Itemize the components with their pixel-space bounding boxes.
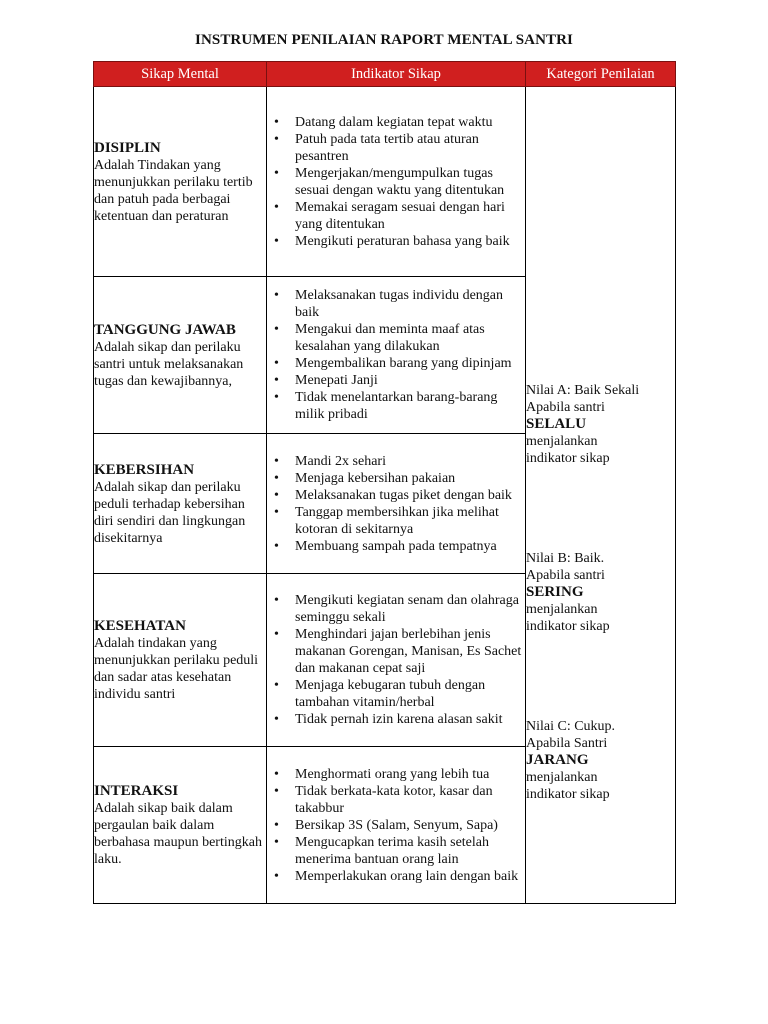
sikap-name: DISIPLIN <box>94 139 161 156</box>
indicator-item: • Menghormati orang yang lebih tua <box>267 766 525 783</box>
kategori-nilai: Nilai A: Baik Sekali <box>526 383 640 398</box>
kategori-frequency: SELALU <box>526 416 587 432</box>
kategori-indikator: indikator sikap <box>526 787 610 802</box>
indicator-item: • Tidak berkata-kata kotor, kasar dan takabbur <box>267 783 525 817</box>
indicator-list <box>267 766 525 885</box>
sikap-name: TANGGUNG JAWAB <box>94 321 236 338</box>
header-sikap-mental: Sikap Mental <box>94 62 267 87</box>
kategori-frequency: SERING <box>526 584 584 600</box>
indicator-item: • Mengerjakan/mengumpulkan tugas sesuai dengan waktu yang ditentukan <box>267 165 525 199</box>
page-title: INSTRUMEN PENILAIAN RAPORT MENTAL SANTRI <box>195 32 573 48</box>
indicator-item: • Tanggap membersihkan jika melihat kotoran di sekitarnya <box>267 504 525 538</box>
indicator-item: • Bersikap 3S (Salam, Senyum, Sapa) <box>267 817 525 834</box>
indicator-item: • Memakai seragam sesuai dengan hari yang ditentukan <box>267 199 525 233</box>
sikap-cell <box>94 277 267 434</box>
kategori-indikator: indikator sikap <box>526 451 610 466</box>
indicator-item: • Mengikuti kegiatan senam dan olahraga seminggu sekali <box>267 592 525 626</box>
indicator-item: • Mengikuti peraturan bahasa yang baik <box>267 233 525 250</box>
indicator-item: • Menjaga kebugaran tubuh dengan tambahan vitamin/herbal <box>267 677 525 711</box>
header-kategori-penilaian: Kategori Penilaian <box>526 62 676 87</box>
kategori-nilai: Nilai C: Cukup. <box>526 719 616 734</box>
indicator-list <box>267 592 525 728</box>
indicator-item: • Melaksanakan tugas individu dengan baik <box>267 287 525 321</box>
indicator-item: • Patuh pada tata tertib atau aturan pesantren <box>267 131 525 165</box>
sikap-name: KEBERSIHAN <box>94 461 195 478</box>
kategori-apabila: Apabila santri <box>526 568 605 583</box>
table-row-disiplin <box>94 87 676 277</box>
header-indikator-sikap: Indikator Sikap <box>267 62 526 87</box>
kategori-menjalankan: menjalankan <box>526 770 598 785</box>
indikator-cell <box>267 574 526 747</box>
indicator-item: • Mengucapkan terima kasih setelah menerima bantuan orang lain <box>267 834 525 868</box>
table-header-row <box>94 62 676 87</box>
indicator-list <box>267 453 525 555</box>
kategori-block-b <box>526 550 675 635</box>
sikap-cell <box>94 747 267 904</box>
indicator-item: • Datang dalam kegiatan tepat waktu <box>267 114 525 131</box>
indikator-cell <box>267 747 526 904</box>
indicator-item: • Membuang sampah pada tempatnya <box>267 538 525 555</box>
sikap-name: INTERAKSI <box>94 783 179 799</box>
sikap-description: Adalah sikap baik dalam pergaulan baik dalam berbahasa maupun bertingkah laku. <box>94 801 262 867</box>
indicator-item: • Mandi 2x sehari <box>267 453 525 470</box>
indicator-list <box>267 287 525 423</box>
indikator-cell <box>267 87 526 277</box>
sikap-description: Adalah sikap dan perilaku peduli terhadap kebersihan diri sendiri dan lingkungan disekitarnya <box>94 479 246 546</box>
assessment-table <box>93 61 676 904</box>
sikap-description: Adalah Tindakan yang menunjukkan perilaku tertib dan patuh pada berbagai ketentuan dan peraturan <box>94 157 253 224</box>
indicator-item: • Tidak pernah izin karena alasan sakit <box>267 711 525 728</box>
indicator-item: • Tidak menelantarkan barang-barang milik pribadi <box>267 389 525 423</box>
indikator-cell <box>267 434 526 574</box>
indicator-item: • Melaksanakan tugas piket dengan baik <box>267 487 525 504</box>
kategori-indikator: indikator sikap <box>526 619 610 634</box>
indicator-item: • Memperlakukan orang lain dengan baik <box>267 868 525 885</box>
sikap-name: KESEHATAN <box>94 618 186 634</box>
indicator-item: • Menjaga kebersihan pakaian <box>267 470 525 487</box>
kategori-menjalankan: menjalankan <box>526 602 598 617</box>
indicator-item: • Menghindari jajan berlebihan jenis makanan Gorengan, Manisan, Es Sachet dan makanan cepat saji <box>267 626 525 677</box>
kategori-menjalankan: menjalankan <box>526 434 598 449</box>
kategori-block-c <box>526 718 675 803</box>
sikap-cell <box>94 574 267 747</box>
kategori-frequency: JARANG <box>526 752 589 768</box>
sikap-description: Adalah tindakan yang menunjukkan perilaku peduli dan sadar atas kesehatan individu santri <box>94 636 259 702</box>
indicator-item: • Menepati Janji <box>267 372 525 389</box>
kategori-apabila: Apabila santri <box>526 400 605 415</box>
sikap-cell <box>94 434 267 574</box>
indikator-cell <box>267 277 526 434</box>
kategori-cell <box>526 87 676 904</box>
sikap-description: Adalah sikap dan perilaku santri untuk melaksanakan tugas dan kewajibannya, <box>94 339 244 389</box>
indicator-list <box>267 114 525 250</box>
kategori-block-a <box>526 382 675 467</box>
indicator-item: • Mengakui dan meminta maaf atas kesalahan yang dilakukan <box>267 321 525 355</box>
indicator-item: • Mengembalikan barang yang dipinjam <box>267 355 525 372</box>
kategori-nilai: Nilai B: Baik. <box>526 551 605 566</box>
sikap-cell <box>94 87 267 277</box>
kategori-apabila: Apabila Santri <box>526 736 608 751</box>
